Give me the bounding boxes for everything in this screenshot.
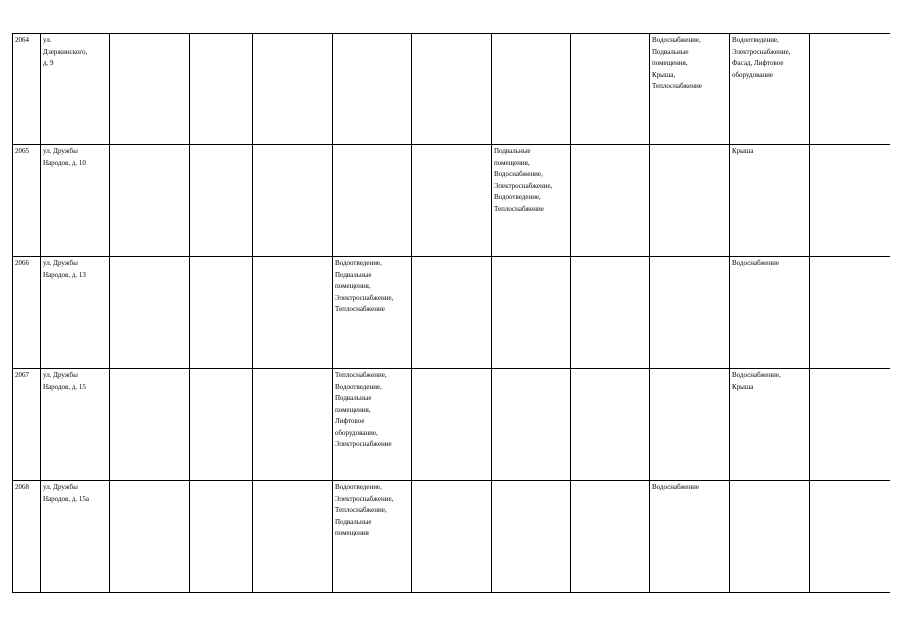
work-type-cell xyxy=(412,145,492,257)
row-number: 2068 xyxy=(15,483,29,491)
work-type-cell xyxy=(412,34,492,145)
work-type-cell xyxy=(253,481,333,593)
work-type-cell xyxy=(253,34,333,145)
address-text: ул. Дружбы Народов, д. 10 xyxy=(43,147,86,167)
work-type-cell xyxy=(333,481,412,593)
address-text: ул. Дружбы Народов, д. 13 xyxy=(43,259,86,279)
work-type-text: Водоснабжение, Крыша xyxy=(732,371,781,391)
work-type-cell xyxy=(571,481,650,593)
work-type-cell xyxy=(253,369,333,481)
work-type-cell xyxy=(412,369,492,481)
repair-schedule-table xyxy=(12,33,890,593)
row-number-cell xyxy=(13,145,41,257)
work-type-cell xyxy=(110,481,190,593)
work-type-text: Водоотведение, Электроснабжение, Фасад, Лифтовое оборудование xyxy=(732,36,791,79)
work-type-cell xyxy=(571,145,650,257)
work-type-cell xyxy=(190,34,253,145)
work-type-cell xyxy=(333,257,412,369)
work-type-text: Водоотведение, Подвальные помещения, Электроснабжение, Теплоснабжение xyxy=(335,259,394,313)
work-type-cell xyxy=(650,481,730,593)
work-type-cell xyxy=(110,257,190,369)
document-sheet xyxy=(12,33,889,593)
work-type-cell xyxy=(730,257,810,369)
work-type-cell xyxy=(810,145,890,257)
work-type-text: Теплоснабжение, Водоотведение, Подвальные помещения, Лифтовое оборудование, Электроснабжение xyxy=(335,371,392,448)
work-type-text: Крыша xyxy=(732,147,754,155)
row-number: 2065 xyxy=(15,147,29,155)
work-type-cell xyxy=(650,257,730,369)
work-type-cell xyxy=(412,481,492,593)
work-type-cell xyxy=(730,369,810,481)
work-type-text: Водоснабжение, Подвальные помещения, Крыша, Теплоснабжение xyxy=(652,36,702,90)
work-type-cell xyxy=(810,369,890,481)
table-row xyxy=(13,481,890,593)
table-row xyxy=(13,369,890,481)
work-type-cell xyxy=(810,481,890,593)
table-row xyxy=(13,34,890,145)
work-type-cell xyxy=(492,34,571,145)
row-number: 2064 xyxy=(15,36,29,44)
work-type-cell xyxy=(110,34,190,145)
row-number-cell xyxy=(13,257,41,369)
address-cell xyxy=(41,145,110,257)
work-type-cell xyxy=(730,145,810,257)
work-type-cell xyxy=(571,257,650,369)
table-row xyxy=(13,145,890,257)
row-number: 2067 xyxy=(15,371,29,379)
work-type-cell xyxy=(650,369,730,481)
row-number-cell xyxy=(13,481,41,593)
row-number-cell xyxy=(13,34,41,145)
work-type-cell xyxy=(492,369,571,481)
address-cell xyxy=(41,257,110,369)
work-type-cell xyxy=(253,257,333,369)
work-type-cell xyxy=(730,34,810,145)
work-type-cell xyxy=(810,257,890,369)
work-type-cell xyxy=(810,34,890,145)
work-type-cell xyxy=(492,257,571,369)
work-type-cell xyxy=(110,369,190,481)
row-number: 2066 xyxy=(15,259,29,267)
work-type-cell xyxy=(650,145,730,257)
work-type-cell xyxy=(650,34,730,145)
address-cell xyxy=(41,34,110,145)
work-type-cell xyxy=(333,34,412,145)
work-type-cell xyxy=(253,145,333,257)
work-type-cell xyxy=(190,145,253,257)
work-type-cell xyxy=(492,481,571,593)
work-type-cell xyxy=(333,369,412,481)
work-type-cell xyxy=(571,369,650,481)
work-type-text: Водоотведение, Электроснабжение, Теплоснабжение, Подвальные помещения xyxy=(335,483,394,537)
work-type-cell xyxy=(412,257,492,369)
work-type-cell xyxy=(333,145,412,257)
address-text: ул. Дзержинского, д. 9 xyxy=(43,36,88,67)
row-number-cell xyxy=(13,369,41,481)
work-type-text: Водоснабжение xyxy=(732,259,780,267)
work-type-cell xyxy=(190,257,253,369)
work-type-cell xyxy=(571,34,650,145)
address-text: ул. Дружбы Народов, д. 15 xyxy=(43,371,86,391)
table-row xyxy=(13,257,890,369)
address-cell xyxy=(41,481,110,593)
work-type-text: Подвальные помещения, Водоснабжение, Электроснабжение, Водоотведение, Теплоснабжение xyxy=(494,147,553,213)
address-cell xyxy=(41,369,110,481)
table-body xyxy=(13,34,890,593)
work-type-cell xyxy=(730,481,810,593)
work-type-text: Водоснабжение xyxy=(652,483,700,491)
work-type-cell xyxy=(492,145,571,257)
address-text: ул. Дружбы Народов, д. 15а xyxy=(43,483,89,503)
work-type-cell xyxy=(190,369,253,481)
work-type-cell xyxy=(110,145,190,257)
work-type-cell xyxy=(190,481,253,593)
